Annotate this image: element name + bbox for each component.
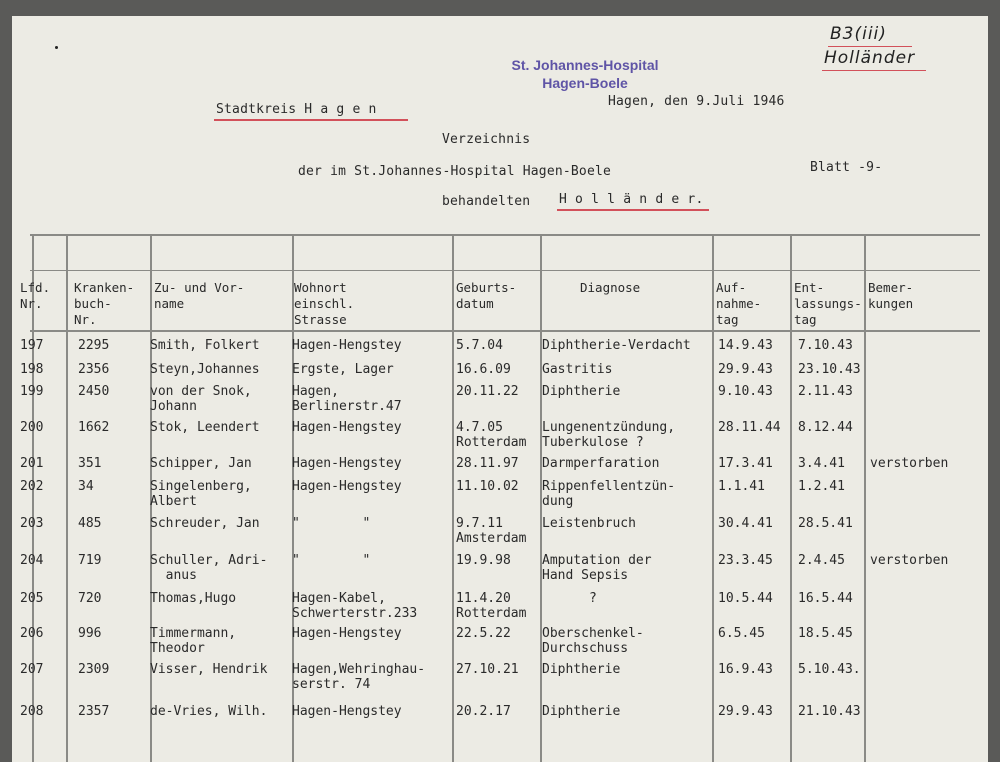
column-header: Zu- und Vor- name — [154, 280, 245, 311]
table-cell-nr: 201 — [20, 456, 44, 471]
table-cell-diagnose: Diphtherie — [542, 704, 621, 719]
table-cell-nr: 198 — [20, 362, 44, 377]
table-cell-geb: 9.7.11 Amsterdam — [456, 516, 527, 546]
table-cell-nr: 197 — [20, 338, 44, 353]
table-cell-nr: 207 — [20, 662, 44, 677]
table-cell-nr: 204 — [20, 553, 44, 568]
table-cell-ent: 16.5.44 — [798, 591, 853, 606]
stadtkreis-underline — [214, 119, 408, 121]
table-cell-name: Thomas,Hugo — [150, 591, 237, 606]
table-cell-wohnort: Hagen-Hengstey — [292, 420, 402, 435]
header-rule-top — [30, 270, 980, 271]
table-cell-buch: 485 — [78, 516, 102, 531]
column-header: Geburts- datum — [456, 280, 517, 311]
column-header: Bemer- kungen — [868, 280, 914, 311]
column-rule — [790, 234, 792, 762]
table-cell-name: von der Snok, Johann — [150, 384, 252, 414]
table-cell-name: Steyn,Johannes — [150, 362, 260, 377]
table-cell-diagnose: Amputation der Hand Sepsis — [542, 553, 652, 583]
table-cell-name: Schuller, Adri- anus — [150, 553, 268, 583]
table-cell-auf: 9.10.43 — [718, 384, 773, 399]
table-cell-diagnose: Diphtherie — [542, 662, 621, 677]
table-cell-nr: 199 — [20, 384, 44, 399]
table-cell-auf: 17.3.41 — [718, 456, 773, 471]
table-cell-geb: 20.2.17 — [456, 704, 511, 719]
table-cell-diagnose: ? — [542, 591, 597, 606]
table-cell-diagnose: Leistenbruch — [542, 516, 636, 531]
table-cell-name: Schreuder, Jan — [150, 516, 260, 531]
table-cell-nr: 205 — [20, 591, 44, 606]
title-line-3-word: H o l l ä n d e r. — [559, 192, 704, 207]
table-cell-ent: 3.4.41 — [798, 456, 845, 471]
table-cell-wohnort: Hagen-Hengstey — [292, 479, 402, 494]
table-cell-ent: 1.2.41 — [798, 479, 845, 494]
table-cell-auf: 10.5.44 — [718, 591, 773, 606]
table-cell-diagnose: Darmperfaration — [542, 456, 660, 471]
table-cell-name: Schipper, Jan — [150, 456, 252, 471]
table-cell-ent: 8.12.44 — [798, 420, 853, 435]
table-cell-buch: 2356 — [78, 362, 110, 377]
table-cell-wohnort: Hagen-Hengstey — [292, 338, 402, 353]
table-cell-wohnort: Hagen,Wehringhau- serstr. 74 — [292, 662, 426, 692]
table-cell-ent: 23.10.43 — [798, 362, 861, 377]
table-cell-wohnort: Hagen-Hengstey — [292, 456, 402, 471]
table-cell-buch: 2357 — [78, 704, 110, 719]
table-cell-auf: 23.3.45 — [718, 553, 773, 568]
table-cell-buch: 2450 — [78, 384, 110, 399]
handwritten-name: Holländer — [824, 48, 916, 68]
table-cell-wohnort: Hagen-Hengstey — [292, 704, 402, 719]
column-header: Kranken- buch- Nr. — [74, 280, 135, 327]
table-cell-geb: 16.6.09 — [456, 362, 511, 377]
table-cell-wohnort: Hagen, Berlinerstr.47 — [292, 384, 402, 414]
column-header: Wohnort einschl. Strasse — [294, 280, 355, 327]
table-cell-nr: 208 — [20, 704, 44, 719]
table-cell-nr: 206 — [20, 626, 44, 641]
table-cell-ent: 21.10.43 — [798, 704, 861, 719]
table-cell-name: Timmermann, Theodor — [150, 626, 237, 656]
title-underline — [557, 209, 709, 211]
table-cell-geb: 4.7.05 Rotterdam — [456, 420, 527, 450]
table-cell-auf: 14.9.43 — [718, 338, 773, 353]
column-rule — [452, 234, 454, 762]
table-cell-bem: verstorben — [870, 553, 949, 568]
table-cell-geb: 5.7.04 — [456, 338, 503, 353]
table-cell-buch: 719 — [78, 553, 102, 568]
document-date: Hagen, den 9.Juli 1946 — [608, 94, 785, 109]
table-cell-geb: 11.4.20 Rotterdam — [456, 591, 527, 621]
table-cell-name: Stok, Leendert — [150, 420, 260, 435]
table-cell-wohnort: Hagen-Kabel, Schwerterstr.233 — [292, 591, 418, 621]
handwritten-ref: B3(iii) — [830, 24, 887, 44]
table-cell-wohnort: " " — [292, 516, 371, 531]
stamp-line-1: St. Johannes-Hospital — [511, 57, 659, 73]
table-cell-buch: 2295 — [78, 338, 110, 353]
table-cell-geb: 11.10.02 — [456, 479, 519, 494]
table-cell-buch: 2309 — [78, 662, 110, 677]
table-cell-geb: 27.10.21 — [456, 662, 519, 677]
table-cell-nr: 202 — [20, 479, 44, 494]
column-header: Diagnose — [580, 280, 641, 295]
table-cell-auf: 6.5.45 — [718, 626, 765, 641]
hospital-stamp — [490, 56, 680, 92]
column-rule — [712, 234, 714, 762]
table-cell-ent: 18.5.45 — [798, 626, 853, 641]
column-header: Ent- lassungs- tag — [794, 280, 862, 327]
table-cell-ent: 2.4.45 — [798, 553, 845, 568]
table-cell-name: Singelenberg, Albert — [150, 479, 252, 509]
table-cell-geb: 19.9.98 — [456, 553, 511, 568]
table-cell-wohnort: Hagen-Hengstey — [292, 626, 402, 641]
document-sheet — [12, 16, 988, 762]
stamp-line-2: Hagen-Boele — [542, 75, 628, 91]
table-cell-diagnose: Diphtherie — [542, 384, 621, 399]
table-top-rule — [30, 234, 980, 236]
table-cell-buch: 996 — [78, 626, 102, 641]
table-cell-geb: 28.11.97 — [456, 456, 519, 471]
table-cell-auf: 16.9.43 — [718, 662, 773, 677]
table-cell-name: Visser, Hendrik — [150, 662, 268, 677]
stadtkreis-label: Stadtkreis H a g e n — [216, 102, 377, 117]
table-cell-wohnort: Ergste, Lager — [292, 362, 394, 377]
table-cell-diagnose: Diphtherie-Verdacht — [542, 338, 691, 353]
table-cell-ent: 2.11.43 — [798, 384, 853, 399]
column-rule — [66, 234, 68, 762]
table-cell-bem: verstorben — [870, 456, 949, 471]
table-cell-buch: 1662 — [78, 420, 110, 435]
table-cell-diagnose: Oberschenkel- Durchschuss — [542, 626, 644, 656]
column-rule — [864, 234, 866, 762]
table-cell-geb: 22.5.22 — [456, 626, 511, 641]
table-cell-auf: 30.4.41 — [718, 516, 773, 531]
hand-underline-1 — [828, 46, 912, 47]
table-cell-auf: 28.11.44 — [718, 420, 781, 435]
table-cell-auf: 29.9.43 — [718, 704, 773, 719]
punch-dot — [55, 46, 58, 49]
table-cell-geb: 20.11.22 — [456, 384, 519, 399]
table-cell-buch: 34 — [78, 479, 94, 494]
column-rule — [32, 234, 34, 762]
sheet-number: Blatt -9- — [810, 160, 883, 175]
table-cell-ent: 7.10.43 — [798, 338, 853, 353]
table-cell-auf: 1.1.41 — [718, 479, 765, 494]
table-cell-ent: 28.5.41 — [798, 516, 853, 531]
table-cell-diagnose: Lungenentzündung, Tuberkulose ? — [542, 420, 676, 450]
table-cell-name: Smith, Folkert — [150, 338, 260, 353]
hand-underline-2 — [822, 70, 926, 71]
table-cell-nr: 200 — [20, 420, 44, 435]
title-line-1: Verzeichnis — [442, 132, 531, 147]
title-line-3-prefix: behandelten — [442, 194, 531, 209]
table-cell-auf: 29.9.43 — [718, 362, 773, 377]
header-rule-bottom — [30, 330, 980, 332]
table-cell-name: de-Vries, Wilh. — [150, 704, 268, 719]
title-line-2: der im St.Johannes-Hospital Hagen-Boele — [298, 164, 612, 179]
table-cell-buch: 720 — [78, 591, 102, 606]
table-cell-nr: 203 — [20, 516, 44, 531]
column-header: Auf- nahme- tag — [716, 280, 762, 327]
table-cell-wohnort: " " — [292, 553, 371, 568]
table-cell-ent: 5.10.43. — [798, 662, 861, 677]
table-cell-diagnose: Rippenfellentzün- dung — [542, 479, 676, 509]
column-header: Lfd. Nr. — [20, 280, 51, 311]
table-cell-diagnose: Gastritis — [542, 362, 613, 377]
table-cell-buch: 351 — [78, 456, 102, 471]
